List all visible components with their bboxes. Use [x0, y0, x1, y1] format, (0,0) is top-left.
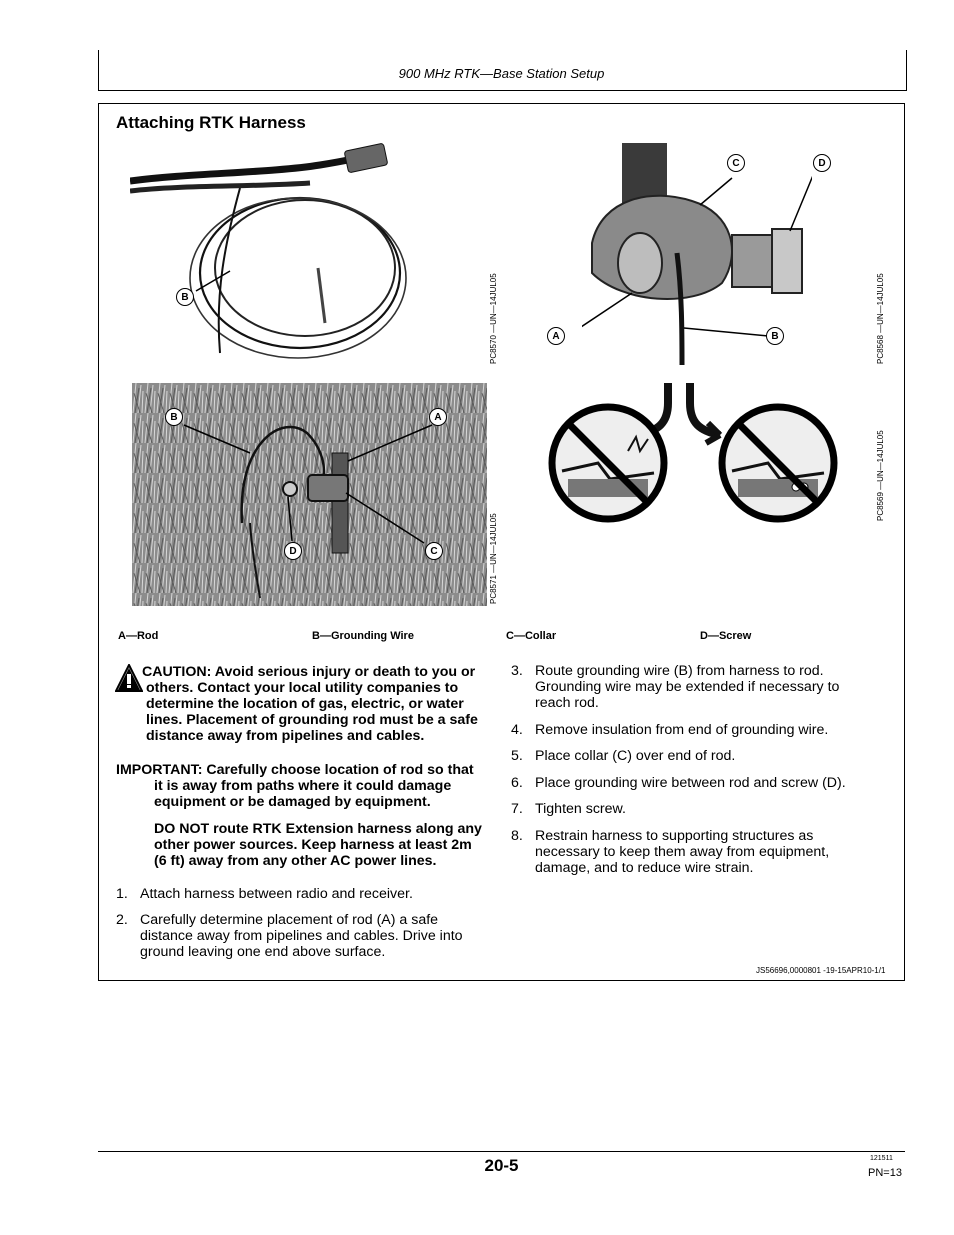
figure-code: PC8571 —UN—14JUL05 — [489, 513, 498, 604]
callout-c: C — [425, 542, 443, 560]
step-number: 1. — [116, 886, 128, 902]
step-number: 4. — [511, 722, 523, 738]
legend-grounding-wire: B—Grounding Wire — [312, 630, 414, 642]
callout-d: D — [284, 542, 302, 560]
important-line: equipment or be damaged by equipment. — [154, 794, 431, 810]
step-text: Place collar (C) over end of rod. — [535, 748, 736, 764]
step-text: ground leaving one end above surface. — [140, 944, 386, 960]
caution-line: determine the location of gas, electric, or water — [146, 696, 464, 712]
callout-b: B — [766, 327, 784, 345]
caution-line: others. Contact your local utility companies to — [146, 680, 459, 696]
warning-triangle-icon — [115, 664, 143, 692]
section-title: Attaching RTK Harness — [116, 113, 306, 132]
step-text: distance away from pipelines and cables. Drive into — [140, 928, 463, 944]
callout-d: D — [813, 154, 831, 172]
prohibited-placement-illustration — [518, 383, 840, 525]
step-text: Restrain harness to supporting structures as — [535, 828, 814, 844]
step-number: 6. — [511, 775, 523, 791]
step-number: 7. — [511, 801, 523, 817]
important-line: other power sources. Keep harness at least 2m — [154, 837, 472, 853]
callout-b: B — [165, 408, 183, 426]
step-number: 2. — [116, 912, 128, 928]
document-code: JS56696,0000801 -19-15APR10-1/1 — [756, 966, 886, 975]
footer-code: 121511 — [870, 1155, 893, 1162]
important-line: IMPORTANT: Carefully choose location of rod so that — [116, 762, 474, 778]
header-title: 900 MHz RTK—Base Station Setup — [398, 66, 605, 81]
step-text: Place grounding wire between rod and screw (D). — [535, 775, 846, 791]
important-line: (6 ft) away from any other AC power lines. — [154, 853, 437, 869]
step-text: necessary to keep them away from equipment, — [535, 844, 830, 860]
step-text: reach rod. — [535, 695, 599, 711]
step-text: Remove insulation from end of grounding wire. — [535, 722, 829, 738]
caution-line: lines. Placement of grounding rod must be a safe — [146, 712, 478, 728]
legend-screw: D—Screw — [700, 630, 752, 642]
step-number: 8. — [511, 828, 523, 844]
step-text: Tighten screw. — [535, 801, 626, 817]
figure-code: PC8570 —UN—14JUL05 — [489, 273, 498, 364]
caution-line: distance away from pipelines and cables. — [146, 728, 425, 744]
step-number: 5. — [511, 748, 523, 764]
no-pipeline-icon — [722, 407, 834, 519]
step-text: Attach harness between radio and receiver. — [140, 886, 413, 902]
legend-collar: C—Collar — [506, 630, 557, 642]
caution-line: CAUTION: Avoid serious injury or death to you or — [142, 664, 476, 680]
step-number: 3. — [511, 663, 523, 679]
important-line: DO NOT route RTK Extension harness along any — [154, 821, 482, 837]
no-powerline-icon — [552, 407, 664, 519]
figure-code: PC8569 —UN—14JUL05 — [876, 430, 885, 521]
important-line: it is away from paths where it could damage — [154, 778, 452, 794]
page-number: 20-5 — [484, 1156, 519, 1175]
callout-a: A — [429, 408, 447, 426]
step-text: Route grounding wire (B) from harness to rod. — [535, 663, 824, 679]
footer-rule — [98, 1151, 905, 1152]
callout-a: A — [547, 327, 565, 345]
step-text: Carefully determine placement of rod (A) a safe — [140, 912, 439, 928]
callout-c: C — [727, 154, 745, 172]
footer-pn: PN=13 — [868, 1167, 902, 1179]
harness-photo — [130, 143, 410, 365]
legend-rod: A—Rod — [118, 630, 159, 642]
callout-b: B — [176, 288, 194, 306]
step-text: Grounding wire may be extended if necessary to — [535, 679, 840, 695]
figure-code: PC8568 —UN—14JUL05 — [876, 273, 885, 364]
step-text: damage, and to reduce wire strain. — [535, 860, 754, 876]
